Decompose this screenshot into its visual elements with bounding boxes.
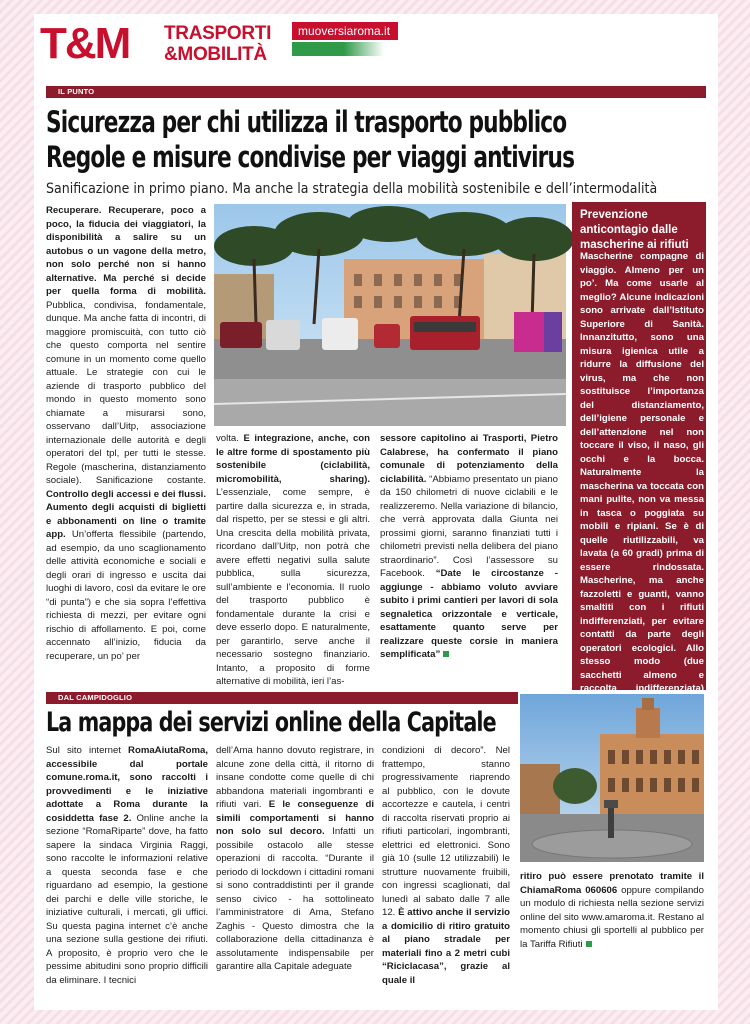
logo-line2: &MOBILITÀ — [164, 44, 267, 65]
campidoglio-illustration — [520, 694, 704, 862]
col1-bold2: Controllo degli accessi e dei flussi. Aumento degli acquisti di biglietti e abbonamenti on line o tramite app. — [46, 488, 206, 540]
col6-bold: È attivo anche il servizio a domicilio di ritiro gratuito al piano stradale per materiali fino a 2 metri cubi “Riciclacasa”, grazie al quale il — [382, 907, 510, 986]
site-badge-accent — [292, 42, 344, 56]
col4-text: Sul sito internet — [46, 745, 129, 756]
article1-column-3 — [380, 432, 558, 690]
col6-text: condizioni di decoro”. Nel frattempo, stanno progressivamente riaprendo al pubblico, con le dovute accortezze e cautela, i centri di raccolta riservati proprio ai rifiuti particolari, ingombranti, elettrici ed elettronici. Sono già 10 (sulle 12 utilizzabili) le strutture nuovamente fruibili, con ingressi scaglionati, dal lunedì al sabato dalle 7 alle 12. — [382, 745, 510, 918]
article2-column-3 — [382, 744, 510, 1006]
article1-headline-line1: Sicurezza per chi utilizza il trasporto pubblico — [46, 105, 567, 139]
col3-text: “Abbiamo presentato un piano da 150 chilometri di nuove ciclabili e le realizzeremo. Nella variazione di bilancio, che verrà approvata dalla Giunta nei prossimi giorni, saranno finanziati tutti i chilometri previsti nella delibera del piano straordinario”. Così l’assessore su Facebook. — [380, 473, 558, 579]
col5-text: dell’Ama hanno dovuto registrare, in alcune zone della città, il ritorno di insane condotte come quelle di chi abbandona materiali ingombranti e rifiuti vari. — [216, 745, 374, 810]
article1-column-1 — [46, 204, 206, 689]
article1-column-2 — [216, 432, 370, 690]
article2-column-2 — [216, 744, 374, 1006]
sidebar-title: Prevenzione anticontagio dalle mascherine ai rifiuti — [580, 209, 689, 251]
col7-text: oppure compilando un modulo di richiesta nella sezione servizi online del sito www.amaroma.it. Restano al momento chiusi gli sportelli al pubblico per la Tariffa Rifiuti — [520, 884, 704, 950]
article1-headline-line2: Regole e misure condivise per viaggi antivirus — [46, 140, 575, 174]
logo-mark: T&M — [40, 19, 130, 68]
section-label-il-punto: IL PUNTO — [46, 86, 706, 98]
article2-column-4 — [520, 870, 704, 1006]
article2-headline: La mappa dei servizi online della Capitale — [46, 707, 496, 738]
section-label-dal-campidoglio: DAL CAMPIDOGLIO — [46, 692, 518, 704]
site-url-badge[interactable]: muoversiaroma.it — [292, 22, 398, 40]
col5-bold: E le conseguenze di simili comportamenti si hanno non solo sul decoro. — [216, 799, 374, 837]
article1-subtitle: Sanificazione in primo piano. Ma anche la strategia della mobilità sostenibile e dell’intermodalità — [46, 181, 658, 197]
col1-text2: Un’offerta flessibile (partendo, ad esempio, da uno scaglionamento delle attività economiche e sociali e degli orari di ingresso e uscita dai luoghi di lavoro, così da evitare le ore “di punta”) e che sia sopra l’effettiva richiesta di mezzi, per evitare ogni rischio di affollamento. E poi, come accennato all’inizio, fiducia da recuperare, un po’ per — [46, 529, 206, 662]
col2-bold: E integrazione, anche, con le altre forme di spostamento più sostenibile (ciclabilità, micromobilità, sharing). — [216, 433, 370, 485]
bus-station-photo — [214, 204, 566, 426]
col3-bold2: “Date le circostanze - aggiunge - abbiamo voluto avviare subito i primi cantieri per lavori di sola segnaletica orizzontale e verticale, esattamente quanto serve per realizzare queste corsie in maniera semplificata” — [380, 568, 558, 660]
end-mark-icon — [586, 941, 592, 947]
article2-column-1 — [46, 744, 208, 1006]
col5-text2: Infatti un possibile ostacolo alle stesse operazioni di raccolta. “Durante il periodo di lockdown i cittadini romani si sono contraddistinti per il grande senso civico - ha sottolineato l’amministratore di Ama, Stefano Zaghis - Questo dimostra che la collaborazione della cittadinanza è assolutamente indispensabile per garantire alla Capitale adeguate — [216, 826, 375, 972]
col7-bold: ritiro può essere prenotato tramite il ChiamaRoma 060606 — [520, 871, 704, 896]
bus-station-illustration — [214, 204, 566, 426]
site-badge-accent-fade — [344, 42, 384, 56]
col4-text2: Online anche la sezione “RomaRiparte” dove, ha fatto sapere la sindaca Virginia Raggi, sono raccolte le informazioni relative a questa seconda fase e che riguardano ad esempio, la gestione dei parchi e delle ville storiche, le iniziative culturali, i mercati, gli uffici. Su questa pagina internet c’è anche una sezione sulla gestione dei rifiuti. A proposito, è proprio vero che le pessime abitudini sono proprio difficili da eliminare. I tecnici — [46, 812, 208, 986]
col2-text: volta. — [216, 433, 244, 444]
col2-text2: L’essenziale, come sempre, è partire dalla sicurezza e, in strada, dal rispetto, per se stessi e gli altri. Una crescita della mobilità privata, ricordano dall’Uitp, non potrà che avere effetti negativi sulla salute pubblica, sulla sicurezza, sull’ambiente e l’economia. Il ruolo del trasporto pubblico è fondamentale durante la crisi e deve esserlo dopo. E naturalmente, per garantirlo, serve anche il necessario sostegno finanziario. Intanto, a proposito di forme alternative di mobilità, ieri l’as- — [216, 487, 370, 687]
newspaper-page — [34, 14, 718, 1010]
col3-bold: sessore capitolino ai Trasporti, Pietro Calabrese, ha confermato il piano comunale di potenziamento della ciclabilità. — [380, 433, 558, 485]
col4-bold: RomaAiutaRoma, accessibile dal portale comune.roma.it, sono raccolti i provvedimenti e le iniziative adottate a Roma durante la cosiddetta fase 2. — [46, 745, 208, 824]
end-mark-icon — [443, 651, 449, 657]
tm-logo — [40, 18, 290, 70]
campidoglio-photo — [520, 694, 704, 862]
col1-intro: Recuperare. Recuperare, poco a poco, la fiducia dei viaggiatori, la disponibilità a salire su un autobus o un vagone della metro, non solo perché non si hanno alternative. Ma perché si decide per quella forma di mobilità. — [46, 205, 206, 297]
sidebar-box — [572, 202, 706, 694]
logo-line1: TRASPORTI — [164, 23, 272, 44]
col1-text: Pubblica, condivisa, fondamentale, dunque. Ma anche fatta di incontri, di maggiore promiscuità, con tutto ciò che questo comporta nel sentire comune in un momento come quello attuale. Le strategie con cui le aziende di trasporto pubblico del mondo in questo momento sono chiamate a misurarsi sono, osservano dall’Uitp, associazione internazionale delle autorità e degli operatori del tpl, per tutti le stesse. Regole (mascherina, distanziamento sociale). Sanificazione costante. — [46, 299, 206, 486]
sidebar-text: Mascherine compagne di viaggio. Almeno per un po’. Ma come usarle al meglio? Alcune indicazioni sono arrivate dall’Istituto Superiore di Sanità. Innanzitutto, sono una misura igienica utile a ridurre la diffusione del virus, ma che non sostituisce l’importanza del distanziamento, dell’igiene personale e dell’attenzione nel non toccare il viso, il naso, gli occhi e la bocca. Naturalmente la mascherina va toccata con mani pulite, non va messa in tasca o poggiata su mobili e ripiani. Se è di quelle riutilizzabili, va lavata (a 60 gradi) prima di essere rindossata. Mascherine, ma anche fazzoletti e guanti, vanno smaltiti con i rifiuti indifferenziati, per evitare contatti da parte degli operatori ecologici. Allo stesso modo (due sacchetti almeno e raccolta indifferenziata) — [580, 251, 704, 694]
